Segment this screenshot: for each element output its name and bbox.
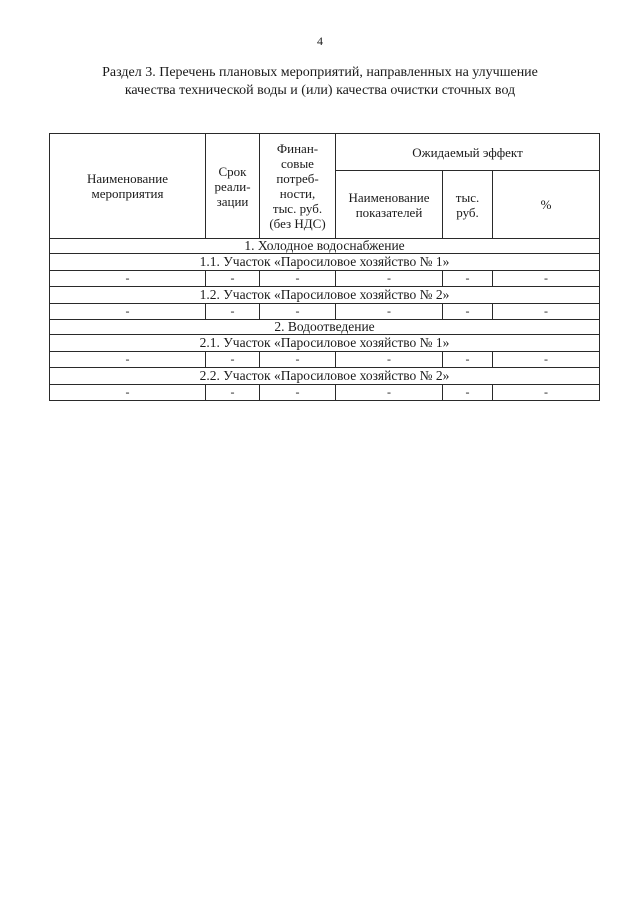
table-header-row-1	[50, 134, 600, 171]
header-activity-name: Наименование мероприятия	[50, 134, 206, 239]
cell-activity-name: -	[50, 271, 206, 287]
table-row	[50, 304, 600, 320]
cell-thousand-rub: -	[443, 352, 493, 368]
subsection-title: 2.1. Участок «Паросиловое хозяйство № 1»	[50, 335, 600, 352]
cell-indicator: -	[336, 385, 443, 401]
table-row	[50, 352, 600, 368]
cell-thousand-rub: -	[443, 304, 493, 320]
page-number: 4	[317, 34, 323, 48]
cell-activity-name: -	[50, 352, 206, 368]
cell-activity-name: -	[50, 304, 206, 320]
header-percent: %	[493, 171, 600, 239]
header-financial-needs: Финан- совые потреб- ности, тыс. руб. (без НДС)	[260, 134, 336, 239]
cell-percent: -	[493, 304, 600, 320]
section-title	[60, 64, 580, 100]
header-thousand-rub: тыс. руб.	[443, 171, 493, 239]
subsection-title: 1.1. Участок «Паросиловое хозяйство № 1»	[50, 254, 600, 271]
section-title-cold-water: 1. Холодное водоснабжение	[50, 239, 600, 254]
subsection-row	[50, 335, 600, 352]
section-row	[50, 239, 600, 254]
cell-term: -	[206, 271, 260, 287]
subsection-row	[50, 254, 600, 271]
section-row	[50, 320, 600, 335]
table-row	[50, 271, 600, 287]
header-implementation-term: Срок реали- зации	[206, 134, 260, 239]
cell-thousand-rub: -	[443, 271, 493, 287]
cell-indicator: -	[336, 352, 443, 368]
cell-percent: -	[493, 271, 600, 287]
subsection-title: 2.2. Участок «Паросиловое хозяйство № 2»	[50, 368, 600, 385]
cell-finance: -	[260, 271, 336, 287]
cell-term: -	[206, 385, 260, 401]
cell-term: -	[206, 304, 260, 320]
section-title-wastewater: 2. Водоотведение	[50, 320, 600, 335]
cell-indicator: -	[336, 304, 443, 320]
cell-percent: -	[493, 385, 600, 401]
cell-percent: -	[493, 352, 600, 368]
section-title-line-1: Раздел 3. Перечень плановых мероприятий, направленных на улучшение	[102, 65, 538, 80]
cell-thousand-rub: -	[443, 385, 493, 401]
section-title-line-2: качества технической воды и (или) качества очистки сточных вод	[124, 83, 516, 98]
cell-indicator: -	[336, 271, 443, 287]
subsection-title: 1.2. Участок «Паросиловое хозяйство № 2»	[50, 287, 600, 304]
subsection-row	[50, 368, 600, 385]
header-indicator-name: Наименование показателей	[336, 171, 443, 239]
table-row	[50, 385, 600, 401]
cell-finance: -	[260, 304, 336, 320]
cell-finance: -	[260, 352, 336, 368]
cell-finance: -	[260, 385, 336, 401]
cell-term: -	[206, 352, 260, 368]
header-expected-effect: Ожидаемый эффект	[336, 134, 600, 171]
cell-activity-name: -	[50, 385, 206, 401]
subsection-row	[50, 287, 600, 304]
measures-table	[49, 133, 600, 401]
